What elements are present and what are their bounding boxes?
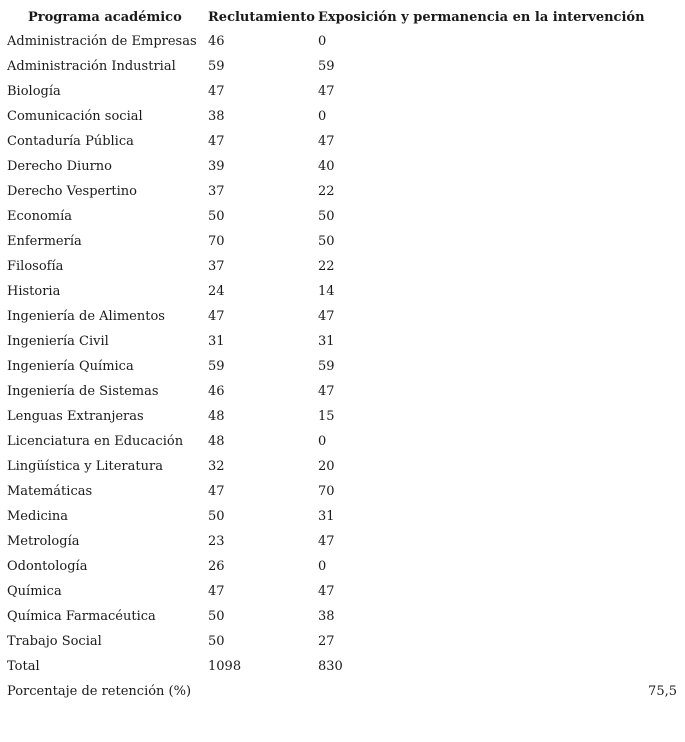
recruitment-cell: 48	[208, 434, 225, 449]
exposure-cell: 59	[318, 359, 335, 374]
program-cell: Biología	[7, 84, 61, 99]
exposure-cell: 31	[318, 334, 335, 349]
program-cell: Ingeniería Civil	[7, 334, 109, 349]
program-cell: Derecho Vespertino	[7, 184, 138, 199]
exposure-cell: 70	[318, 484, 335, 499]
table-row	[0, 132, 685, 157]
table-row	[0, 582, 685, 607]
program-cell: Metrología	[7, 534, 80, 549]
exposure-cell: 50	[318, 209, 335, 224]
recruitment-cell: 47	[208, 584, 225, 599]
table-row	[0, 432, 685, 457]
program-cell: Administración Industrial	[7, 59, 176, 74]
exposure-cell: 0	[318, 109, 327, 124]
program-cell: Comunicación social	[7, 109, 143, 124]
exposure-cell: 830	[318, 659, 343, 674]
table-row	[0, 257, 685, 282]
program-cell: Trabajo Social	[7, 634, 102, 649]
header-recruitment: Reclutamiento	[208, 10, 315, 25]
program-cell: Medicina	[7, 509, 69, 524]
exposure-cell: 14	[318, 284, 335, 299]
exposure-cell: 27	[318, 634, 335, 649]
table-row	[0, 207, 685, 232]
retention-label: Porcentaje de retención (%)	[7, 684, 192, 699]
table-row	[0, 407, 685, 432]
program-cell: Química	[7, 584, 62, 599]
recruitment-cell: 59	[208, 59, 225, 74]
program-cell: Economía	[7, 209, 73, 224]
header-program: Programa académico	[28, 10, 182, 25]
recruitment-cell: 59	[208, 359, 225, 374]
exposure-cell: 0	[318, 34, 327, 49]
recruitment-cell: 38	[208, 109, 225, 124]
program-cell: Filosofía	[7, 259, 64, 274]
program-cell: Contaduría Pública	[7, 134, 134, 149]
exposure-cell: 47	[318, 309, 335, 324]
table-row	[0, 107, 685, 132]
recruitment-cell: 37	[208, 259, 225, 274]
exposure-cell: 31	[318, 509, 335, 524]
recruitment-cell: 50	[208, 634, 225, 649]
table-row	[0, 482, 685, 507]
exposure-cell: 0	[318, 559, 327, 574]
table-body	[0, 32, 685, 682]
program-cell: Ingeniería de Sistemas	[7, 384, 159, 399]
table-row	[0, 657, 685, 682]
program-cell: Licenciatura en Educación	[7, 434, 184, 449]
exposure-cell: 47	[318, 584, 335, 599]
table-row	[0, 532, 685, 557]
table-row	[0, 332, 685, 357]
exposure-cell: 47	[318, 384, 335, 399]
header-exposure: Exposición y permanencia en la intervención	[318, 10, 645, 25]
exposure-cell: 47	[318, 134, 335, 149]
recruitment-cell: 47	[208, 134, 225, 149]
table-row	[0, 632, 685, 657]
recruitment-cell: 46	[208, 384, 225, 399]
recruitment-cell: 50	[208, 609, 225, 624]
exposure-cell: 22	[318, 259, 335, 274]
recruitment-cell: 50	[208, 209, 225, 224]
program-cell: Lingüística y Literatura	[7, 459, 163, 474]
table-row	[0, 157, 685, 182]
table-row	[0, 307, 685, 332]
table-row	[0, 57, 685, 82]
program-cell: Lenguas Extranjeras	[7, 409, 144, 424]
exposure-cell: 20	[318, 459, 335, 474]
program-cell: Total	[7, 659, 40, 674]
retention-value: 75,5	[648, 684, 677, 699]
program-cell: Administración de Empresas	[7, 34, 197, 49]
exposure-cell: 15	[318, 409, 335, 424]
table-row	[0, 32, 685, 57]
program-cell: Química Farmacéutica	[7, 609, 156, 624]
table-row	[0, 457, 685, 482]
exposure-cell: 38	[318, 609, 335, 624]
exposure-cell: 0	[318, 434, 327, 449]
recruitment-cell: 50	[208, 509, 225, 524]
recruitment-cell: 31	[208, 334, 225, 349]
recruitment-cell: 24	[208, 284, 225, 299]
exposure-cell: 59	[318, 59, 335, 74]
table-row	[0, 357, 685, 382]
recruitment-cell: 39	[208, 159, 225, 174]
program-cell: Ingeniería Química	[7, 359, 134, 374]
exposure-cell: 47	[318, 534, 335, 549]
recruitment-cell: 47	[208, 309, 225, 324]
program-cell: Enfermería	[7, 234, 82, 249]
table-row	[0, 182, 685, 207]
table-row	[0, 507, 685, 532]
recruitment-cell: 37	[208, 184, 225, 199]
retention-row	[0, 682, 685, 702]
recruitment-cell: 32	[208, 459, 225, 474]
table-row	[0, 607, 685, 632]
recruitment-cell: 1098	[208, 659, 242, 674]
table-row	[0, 557, 685, 582]
program-cell: Derecho Diurno	[7, 159, 113, 174]
recruitment-cell: 47	[208, 484, 225, 499]
program-cell: Historia	[7, 284, 61, 299]
recruitment-cell: 23	[208, 534, 225, 549]
program-cell: Ingeniería de Alimentos	[7, 309, 165, 324]
table-row	[0, 232, 685, 257]
table-row	[0, 82, 685, 107]
recruitment-cell: 48	[208, 409, 225, 424]
recruitment-cell: 26	[208, 559, 225, 574]
recruitment-cell: 47	[208, 84, 225, 99]
table-row	[0, 282, 685, 307]
exposure-cell: 40	[318, 159, 335, 174]
recruitment-cell: 46	[208, 34, 225, 49]
exposure-cell: 50	[318, 234, 335, 249]
exposure-cell: 22	[318, 184, 335, 199]
exposure-cell: 47	[318, 84, 335, 99]
table-row	[0, 382, 685, 407]
recruitment-cell: 70	[208, 234, 225, 249]
program-cell: Matemáticas	[7, 484, 93, 499]
program-cell: Odontología	[7, 559, 88, 574]
